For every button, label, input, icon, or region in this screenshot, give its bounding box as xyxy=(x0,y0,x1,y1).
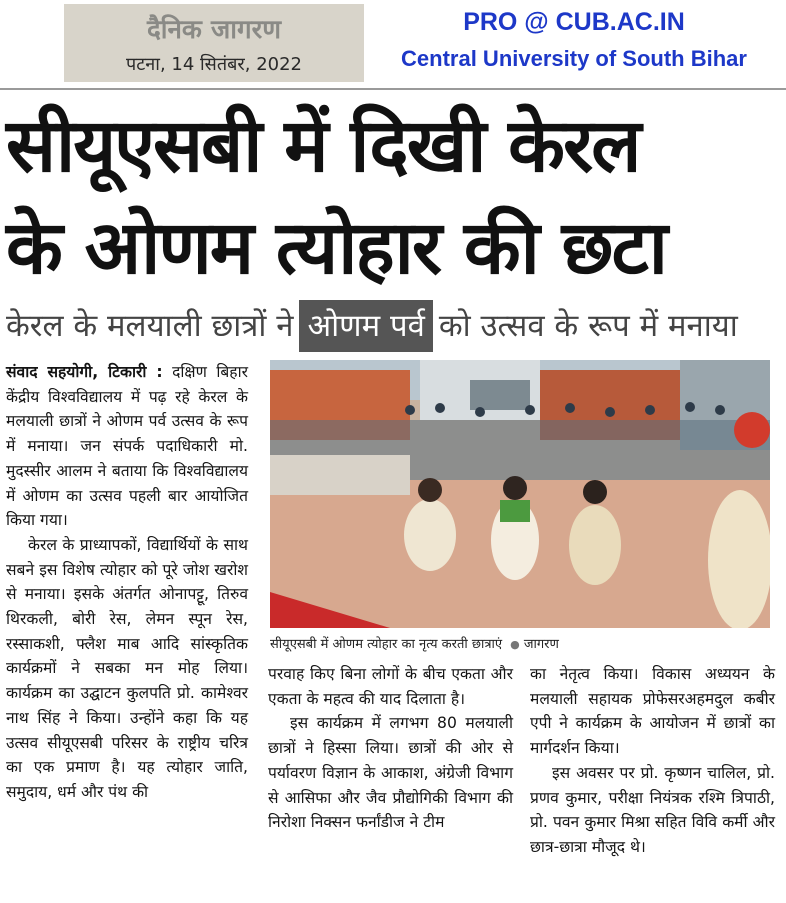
pro-email: PRO @ CUB.AC.IN xyxy=(463,8,685,36)
university-name: Central University of South Bihar xyxy=(401,46,747,71)
subhead-text-after: को उत्सव के रूप में मनाया xyxy=(438,308,738,344)
photo-credit: जागरण xyxy=(523,637,559,652)
article-paragraph: इस कार्यक्रम में लगभग 80 मलयाली छात्रों ने हिस्सा लिया। छात्रों की ओर से पर्यावरण विज्ञान के आकाश, अंग्रेजी विभाग से आसिफा और जैव प्रौद्योगिकी विभाग की निरोशा निक्सन फर्नांडीज ने टीम xyxy=(268,714,513,832)
article-paragraph xyxy=(6,360,248,533)
newspaper-masthead xyxy=(64,4,364,82)
caption-text: सीयूएसबी में ओणम त्योहार का नृत्य करती छात्राएं xyxy=(270,637,503,652)
edition-date: पटना, 14 सितंबर, 2022 xyxy=(126,54,302,75)
header-divider xyxy=(0,88,786,90)
subhead-text-before: केरल के मलयाली छात्रों ने xyxy=(6,308,294,344)
article-paragraph: परवाह किए बिना लोगों के बीच एकता और एकता के महत्व की याद दिलाता है। xyxy=(268,665,513,708)
newspaper-logo: दैनिक जागरण xyxy=(146,15,282,45)
article-paragraph: इस अवसर पर प्रो. कृष्णन चालिल, प्रो. प्रणव कुमार, परीक्षा नियंत्रक रश्मि त्रिपाठी, प्रो. पवन कुमार मिश्रा सहित विवि कर्मी और छात्र-छात्रा मौजूद थे। xyxy=(530,763,775,856)
credit-dot-icon: ● xyxy=(510,638,520,651)
article-paragraph: केरल के प्राध्यापकों, विद्यार्थियों के साथ सबने इस विशेष त्योहार को पूरे जोश खरोश से मनाया। इसके अंतर्गत ओनापट्टू, तिरुव थिरकली, बोरी रेस, लेमन स्पून रेस, रस्साकशी, फ्लैश माब आदि सांस्कृतिक कार्यक्रमों ने सबका मन मोह लिया। कार्यक्रम का उद्घाटन कुलपति प्रो. कामेश्वर नाथ सिंह ने किया। उन्होंने कहा कि यह उत्सव सीयूएसबी परिसर के राष्ट्रीय चरित्र का एक प्रमाण है। यह त्योहार जाति, समुदाय, धर्म और पंथ की xyxy=(6,535,248,801)
event-photo xyxy=(270,360,770,628)
article-column-2 xyxy=(268,662,513,835)
headline-line-2: के ओणम त्योहार की छटा xyxy=(6,205,666,291)
headline-line-1: सीयूएसबी में दिखी केरल xyxy=(6,103,640,189)
photo-caption xyxy=(270,634,770,652)
article-text: दक्षिण बिहार केंद्रीय विश्वविद्यालय में पढ़ रहे केरल के मलयाली छात्रों ने ओणम पर्व उत्सव के रूप में मनाया। जन संपर्क पदाधिकारी मो. मुदस्सीर आलम ने बताया कि विश्वविद्यालय में ओणम का उत्सव पहली बार आयोजित किया गया। xyxy=(6,363,248,530)
subheadline xyxy=(6,300,782,352)
dateline: संवाद सहयोगी, टिकारी : xyxy=(6,363,163,381)
article-column-3 xyxy=(530,662,775,860)
article-column-1 xyxy=(6,360,248,805)
article-paragraph: का नेतृत्व किया। विकास अध्ययन के मलयाली सहायक प्रोफेसरअहमदुल कबीर एपी ने कार्यक्रम के आयोजन में छात्रों का मार्गदर्शन किया। xyxy=(530,665,775,758)
subhead-highlight: ओणम पर्व xyxy=(299,300,432,352)
